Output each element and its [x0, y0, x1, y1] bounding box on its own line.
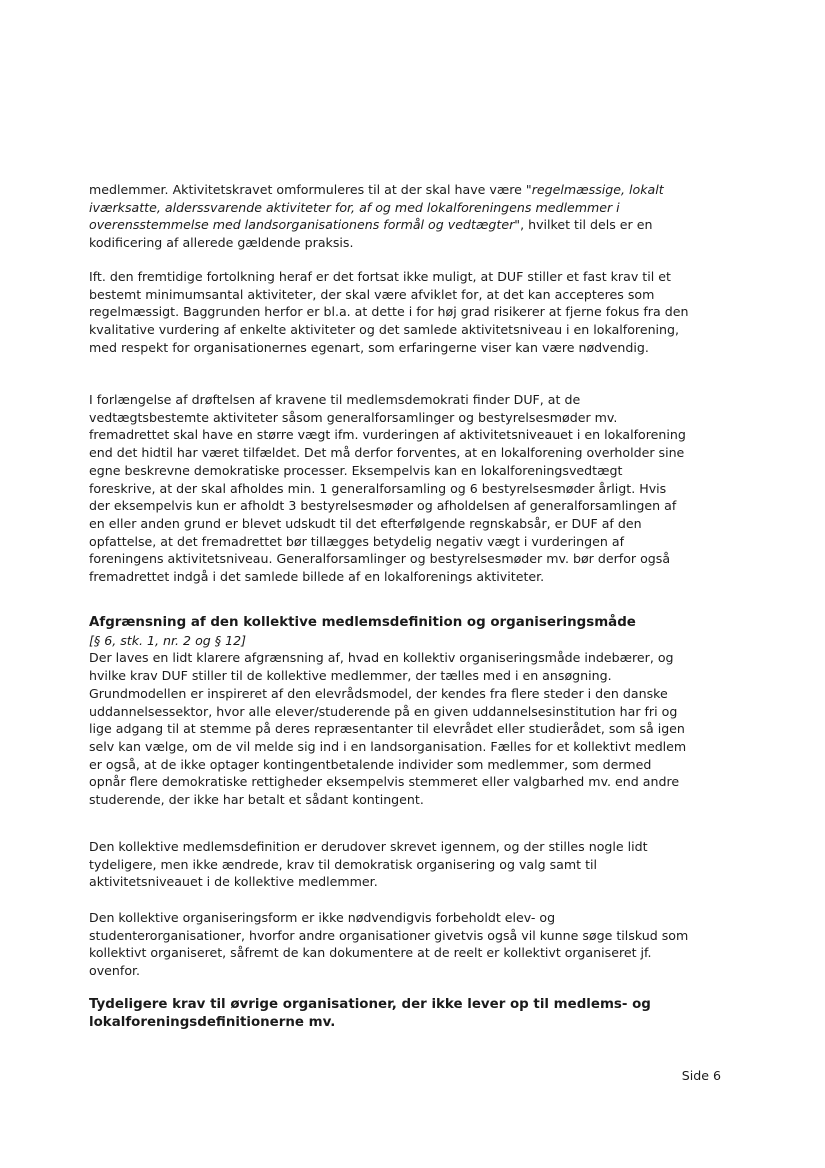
section-collective-membership — [89, 614, 689, 809]
section-heading: Afgrænsning af den kollektive medlemsdefinition og organiseringsmåde — [89, 615, 636, 630]
paragraph-activity-requirement — [89, 181, 689, 252]
section-body: Der laves en lidt klarere afgrænsning af, hvad en kollektiv organiseringsmåde indebærer, og hvilke krav DUF stiller til de kollektive medlemmer, der tælles med i en ansøgning. Grundmodellen er inspireret af den elevrådsmodel, der kendes fra flere steder i den danske uddannelsessektor, hvor alle elever/studerende på en given uddannelsesinstitution har fri og lige adgang til at stemme på deres repræsentanter til elevrådet eller studierådet, som så igen selv kan vælge, om de vil melde sig ind i en landsorganisation. Fælles for et kollektivt medlem er også, at de ikke optager kontingentbetalende individer som medlemmer, som dermed opnår flere demokratiske rettigheder eksempelvis stemmeret eller valgbarhed mv. end andre studerende, der ikke har betalt et sådant kontingent. — [89, 650, 687, 808]
quoted-definition: "regelmæssige, lokalt iværksatte, alderssvarende aktiviteter for, af og med lokalforeningens medlemmer i overensstemmelse med landsorganisationens formål og vedtægter" — [89, 182, 664, 233]
paragraph-member-democracy: I forlængelse af drøftelsen af kravene til medlemsdemokrati finder DUF, at de vedtægtsbestemte aktiviteter såsom generalforsamlinger og bestyrelsesmøder mv. fremadrettet skal have en større vægt ifm. vurderingen af aktivitetsniveauet i en lokalforening end det hidtil har været tilfældet. Det må derfor forventes, at en lokalforening overholder sine egne beskrevne demokratiske processer. Eksempelvis kan en lokalforeningsvedtægt foreskrive, at der skal afholdes min. 1 generalforsamling og 6 bestyrelsesmøder årligt. Hvis der eksempelvis kun er afholdt 3 bestyrelsesmøder og afholdelsen af generalforsamlingen af en eller anden grund er blevet udskudt til det efterfølgende regnskabsår, er DUF af den opfattelse, at det fremadrettet bør tillægges betydelig negativ vægt i vurderingen af foreningens aktivitetsniveau. Generalforsamlinger og bestyrelsesmøder mv. bør derfor også fremadrettet indgå i det samlede billede af en lokalforenings aktiviteter. — [89, 392, 686, 585]
paragraph-text: , hvilket til dels er en kodificering af allerede gældende praksis. — [89, 217, 653, 251]
section-heading-other-organisations: Tydeligere krav til øvrige organisationer, der ikke lever op til medlems- og lokalforeningsdefinitionerne mv. — [89, 997, 651, 1030]
section-reference: [§ 6, stk. 1, nr. 2 og § 12] — [89, 632, 247, 648]
page-number: Side 6 — [681, 1068, 721, 1083]
paragraph-text: medlemmer. Aktivitetskravet omformuleres til at der skal have være — [89, 182, 526, 197]
paragraph-collective-form: Den kollektive organiseringsform er ikke nødvendigvis forbeholdt elev- og studenterorganisationer, hvorfor andre organisationer givetvis også vil kunne søge tilskud som kollektivt organiseret, såfremt de kan dokumentere at de reelt er kollektivt organiseret jf. ovenfor. — [89, 910, 689, 979]
paragraph-collective-definition: Den kollektive medlemsdefinition er derudover skrevet igennem, og der stilles nogle lidt tydeligere, men ikke ændrede, krav til demokratisk organisering og valg samt til aktivitetsniveauet i de kollektive medlemmer. — [89, 839, 648, 890]
paragraph-interpretation: Ift. den fremtidige fortolkning heraf er det fortsat ikke muligt, at DUF stiller et fast krav til et bestemt minimumsantal aktiviteter, der skal være afviklet for, at det kan accepteres som regelmæssigt. Baggrunden herfor er bl.a. at dette i for høj grad risikerer at fjerne fokus fra den kvalitative vurdering af enkelte aktiviteter og det samlede aktivitetsniveau i en lokalforening, med respekt for organisationernes egenart, som erfaringerne viser kan være nødvendig. — [89, 269, 689, 355]
